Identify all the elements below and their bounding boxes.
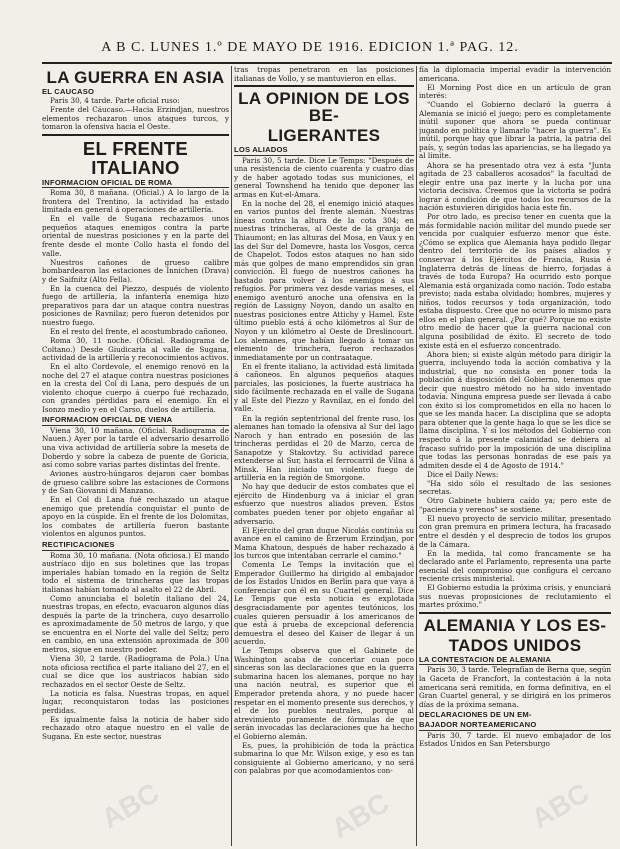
column-divider-1 [231, 66, 232, 846]
subhead-viena: INFORMACION OFICIAL DE VIENA [42, 415, 229, 426]
paragraph: tras tropas penetraron en las posiciones italianas de Vollo, y se mantuvieron en ellas. [234, 66, 414, 83]
headline-frente-italiano: EL FRENTE ITALIANO [82, 137, 189, 178]
watermark-stamp: ABC [96, 776, 165, 835]
subhead-rectificaciones: RECTIFICACIONES [42, 540, 229, 551]
paragraph: Ahora bien; si existe algún método para dirigir la guerra, incluyendo toda la acción combativa y la industrial, que no consista en poner toda la población á disposición del Gobierno, tenemos que decir que nuestro método no ha sido inventado todavía. Ninguna empresa puede ser llevada á cabo con éxito si los comprometidos en ella no hacen lo que se les manda hacer. La disciplina que se adopta para obtener que la gente haga lo que se les dice se llama disciplina. Y si los métodos del Gobierno con respecto á la presente calamidad se debiera al fracaso sufrido por la imposición de una disciplina que todas las personas honradas de ese país ya admiten desde el 4 de Agosto de 1914." [419, 349, 611, 470]
section-rule [234, 85, 414, 87]
paragraph: Comenta Le Temps la invitación que el Emperador Guillermo ha dirigido al embajador de los Estados Unidos en Berlin para que vaya á conferenciar con él en su Cuartel general. Dice Le Temps que esta noticia es explotada desgraciadamente por agentes teutónicos, los cuales quieren persuadir á los americanos de que está á prueba de excepcional deferencia demuestra el deseo del Kaiser de llegar á un acuerdo. [234, 560, 414, 647]
paragraph: Por otro lado, es preciso tener en cuenta que la más formidable nación militar del mundo puede ser vencida por cualquier esfuerzo menor que éste. ¿Cómo se explica que Alemania haya podido llegar dentro del territorio de los países aliados y conservar á los Ejércitos de Francia, Rusia é Inglaterra detrás de líneas de hierro, forjadas á través de toda Europa? Ha ocurrido esto porque Alemania está organizada como nación. Todo estaba previsto; nada estaba olvidado; hombres, mujeres y niños, todos recursos y toda organización, todo estaba dispuesto. Cree que no ocurre lo mismo para ellos en el plan general. ¿Por qué? Porque no existe otro medio de hacer que la guerra nacional con alguna posibilidad de éxito. El secreto de todo existe está en el esfuerzo concentrado. [419, 212, 611, 350]
subhead-contestacion: LA CONTESTACION DE ALEMANIA [419, 655, 611, 666]
paragraph: Es igualmente falsa la noticia de haber sido rechazado otro ataque nuestro en el valle de Sugana. En este sector, nuestras [42, 714, 229, 741]
paragraph: En el alto Cordevole, el enemigo renovó en la noche del 27 el ataque contra nuestras posiciones en la cresta del Col di Lana, pero después de un violento choque cuerpo á cuerpo fué rechazado, con grandes pérdidas para el enemigo. En el Isonzo medio y en el Carso, duelos de artillería. [42, 362, 229, 414]
subhead-declaraciones-line2: BAJADOR NORTEAMERICANO [419, 720, 611, 731]
header-rule [42, 62, 612, 64]
paragraph: Viena 30, 10 mañana. (Oficial. Radiograma de Nauen.) Ayer por la tarde el adversario desarrolló una viva actividad de artillería sobre la meseta de Doberdo y sobre la cabeza de puente de Goricia, así como sobre varias partes distintas del frente. [42, 425, 229, 470]
paragraph: Roma 30, 11 noche. (Oficial. Radiograma de Coltano.) Desde Giudicaria al valle de Sugana, actividad de la artillería y reconocimientos activos. [42, 335, 229, 363]
paragraph: El Ejército del gran duque Nicolás continúa su avance en el camino de Erzerum Erzindjan, por Mama Khatoun, después de haber rechazado á los turcos que intentaban cerrarle el camino." [234, 525, 414, 561]
headline-guerra-asia: LA GUERRA EN ASIA [46, 68, 225, 87]
paragraph: Le Temps observa que el Gabinete de Washington acaba de concertar cuan poco sinceras son las declaraciones que en la guerra submarina hacen los alemanes, porque no hay una nación neutral, es superior que el Emperador pretenda ahora, y no puede hacer respetar en el momento presente sus derechos, y el de los pueblos neutrales, porque al atrevimiento puramente de fórmulas de que serán invocadas las declaraciones que ha hecho el Gobierno alemán. [234, 646, 414, 741]
paragraph: Paris 30, 4 tarde. Parte oficial ruso: [50, 96, 180, 105]
column-1 [42, 66, 229, 841]
headline-alemania-line2: TADOS UNIDOS [448, 635, 582, 655]
paragraph: Otro Gabinete hubiera caído ya; pero este de "paciencia y verenos" se sostiene. [419, 496, 611, 514]
paragraph: Frente del Cáucaso.—Hacia Erzindjan, nuestros elementos rechazaron unos ataques turcos, y tomaron la ofensiva hacia el Oeste. [42, 105, 229, 132]
column-divider-2 [416, 66, 417, 846]
page-header: A B C. LUNES 1.º DE MAYO DE 1916. EDICION 1.ª PAG. 12. [101, 40, 519, 55]
paragraph: En la noche del 28, el enemigo inició ataques en varios puntos del frente alemán. Nuestras líneas contra la altura de la cota 304; en nuestras trincheras, al Oeste de la granja de Thiaumont; en las alturas del Mosa, en Vaux y en las del Sur del Domevre, hasta los Vosgos, cerca de Chapelot. Todos estos ataques no han sido más que golpes de mano emprendidos sin gran convicción. El fuego de nuestros cañones ha bastado para volver á los enemigos á sus refugios. Por primera vez desde varias meses, el enemigo aventuró anoche una ofensiva en la región de Lassigny Noyon, dando un asalto en nuestras posiciones entre Attichy y Hamel. Este último pueblo está á ocho kilómetros al Sur de Noyon y un kilómetro al Oeste de Dreslincourt. Los alemanes, que habían llegado á tomar un elemento de trinchera, fueron rechazados inmediatamente por un contraataque. [234, 198, 414, 362]
paragraph: El Gobierno estudia la próxima crisis, y enunciará sus nuevas proposiciones de reclutamiento el martes próximo." [419, 583, 611, 610]
paragraph: En la medida, tal como francamente se ha declarado ante el Parlamento, representa una parte esencial del compromiso que configura el cercano reciente crisis ministerial. [419, 548, 611, 584]
paragraph: Como anunciaba el boletín italiano del 24, nuestras tropas, en efecto, evacuaron algunos días después la parte de la trinchera, cuyo desarrollo es aproximadamente de 50 metros de largo, y que se encuentra en el Norte del valle del Seltz; pero en cambio, en una extensión aproximada de 300 metros, sigue en nuestro poder. [42, 593, 229, 655]
watermark-stamp: ABC [526, 776, 595, 835]
paragraph: Paris 30, 5 tarde. Dice Le Temps: "Después de una resistencia de ciento cuarenta y cuatro días y de haber agotado todas sus municiones, el general Townshend ha tenido que deponer las armas en Kut-el-Amara. [234, 155, 414, 199]
paragraph: En la cuenca del Piezzo, después de violento fuego de artillería, la infantería enemiga hizo preparativos para dar un ataque contra nuestras posiciones de Ravnilaz; pero fueron detenidos por nuestro fuego. [42, 283, 229, 327]
watermark-stamp: ABC [326, 786, 395, 845]
headline-opinion-line1: LA OPINION DE LOS BE- [238, 89, 410, 126]
paragraph: En la región septentrional del frente ruso, los alemanes han tomado la ofensiva al Sur del lago Naroch y han entrado en posesión de las trincheras perdidas el 20 de Marzo, cerca de Sanapotze y Stakovtzy. Su actividad parece extenderse al Sur, hasta el ferrocarril de Vilna á Minsk. Han iniciado un violento fuego de artillería en la región de Smorgone. [234, 413, 414, 483]
paragraph: En el valle de Sugana rechazamos unos pequeños ataques enemigos contra la parte oriental de nuestras posiciones y en la parte del frente desde el monte Collo hasta el fondo del valle. [42, 214, 229, 258]
paragraph: Paris 30, 7 tarde. El nuevo embajador de los Estados Unidos en San Petersburgo [419, 730, 611, 749]
paragraph: Roma 30, 10 mañana. (Nota oficiosa.) El mando austríaco dijo en sus boletines que las tropas imperiales habían tomado en la región de Seltz todo el sistema de trincheras que las tropas italianas habían tomado al asalto el 22 de Abril. [42, 550, 229, 594]
section-rule [419, 612, 611, 614]
headline-opinion-line2: LIGERANTES [267, 126, 381, 146]
paragraph: Aviones austro-húngaros dejaron caer bombas de grueso calibre sobre las estaciones de Cormons y de San Giovanni di Manzano. [42, 469, 229, 496]
paragraph: Dice el Daily News: [427, 469, 499, 479]
paragraph: En el frente italiano, la actividad está limitada á cañoneos. En algunos pequeños ataques parciales, las posiciones, la fuerte austriaca ha sido fácilmente rechazada en el valle de Sugana y al Este del Piezzo y Ravnilaz, en el fondo del valle. [234, 361, 414, 414]
paragraph: En el resto del frente, el acostumbrado cañoneo. [50, 326, 228, 336]
column-2 [234, 66, 414, 841]
subhead-roma: INFORMACION OFICIAL DE ROMA [42, 178, 229, 189]
paragraph: Paris 30, 3 tarde. Telegrafían de Berna que, según la Gaceta de Francfort, la contestación á la nota americana será remitida, en forma definitiva, en el Gran Cuartel general, y se dirigirá en los primeros días de la próxima semana. [419, 665, 611, 709]
paragraph: En el Col di Lana fué rechazado un ataque enemigo que pretendía conquistar el punto de apoyo en la cúspide. En el frente de los Dolomitas, los combates de artillería fueron bastante violentos en algunos puntos. [42, 495, 229, 539]
paragraph: "Cuando el Gobierno declaró la guerra á Alemania se inició el juego; pero es completamente inútil suponer que ahora se pueda continuar jugando en política y llamarlo "hacer la guerra". Es inútil, porque hay que librar la patria, la patria del país, y, según todas las apariencias, se ha llegado ya al límite. [419, 100, 611, 161]
paragraph: Viena 30, 2 tarde. (Radiograma de Pola.) Una nota oficiosa rectifica el parte italiano del 27, en el cual se dice que los austríacos habían sido rechazados en el sector Oeste de Seltz. [42, 654, 229, 689]
paragraph: El nuevo proyecto de servicio militar, presentado con gran premura en primera lectura, ha fracasado entre el desdén y el desprecio de todos los grupos de la Cámara. [419, 513, 611, 549]
paragraph: La noticia es falsa. Nuestras tropas, en aquel lugar, reconquistaron todas las posiciones perdidas. [42, 688, 229, 715]
paragraph: Es, pues, la prohibición de toda la práctica submarina lo que Mr. Wilson exige, y eso es tan consiguiente al Gobierno americano, y no será con palabras por que acomodamientos con- [234, 740, 414, 776]
subhead-aliados: LOS ALIADOS [234, 145, 414, 156]
paragraph: fía la diplomacia imperial evadir la intervención americana. [419, 66, 611, 83]
headline-alemania-line1: ALEMANIA Y LOS ES- [423, 615, 607, 635]
paragraph: Roma 30, 8 mañana. (Oficial.) A lo largo de la frontera del Trentino, la actividad ha estado limitada en general á operaciones de artillería. [42, 188, 229, 215]
subhead-caucaso: EL CAUCASO [42, 87, 95, 96]
column-3 [419, 66, 611, 841]
section-rule [42, 134, 229, 136]
paragraph: Nuestros cañones de grueso calibre bombardearon las estaciones de Innichen (Drava) y de Saifnitz (Alto Fella). [42, 257, 229, 284]
paragraph: Ahora se ha presentado otra vez á esta "Junta agitada de 23 caballeros acosados" la facultad de elegir entre una paz inerte y la lucha por una victoria decisiva. Creemos que la victoria se podrá lograr á condición de que todos los recursos de la nación estuvieren dirigidos hacia este fin. [419, 160, 611, 213]
paragraph: El Morning Post dice en un artículo de gran interés: [419, 82, 611, 101]
paragraph: "Ha sido sólo el resultado de las sesiones secretas. [419, 478, 611, 497]
subhead-declaraciones-line1: DECLARACIONES DE UN EM- [419, 710, 532, 720]
paragraph: No hay que deducir de estos combates que el ejército de Hindenburg va á iniciar el gran esfuerzo que nuestros aliados preven. Estos combates pueden tener por objeto engañar al adversario. [234, 482, 414, 526]
